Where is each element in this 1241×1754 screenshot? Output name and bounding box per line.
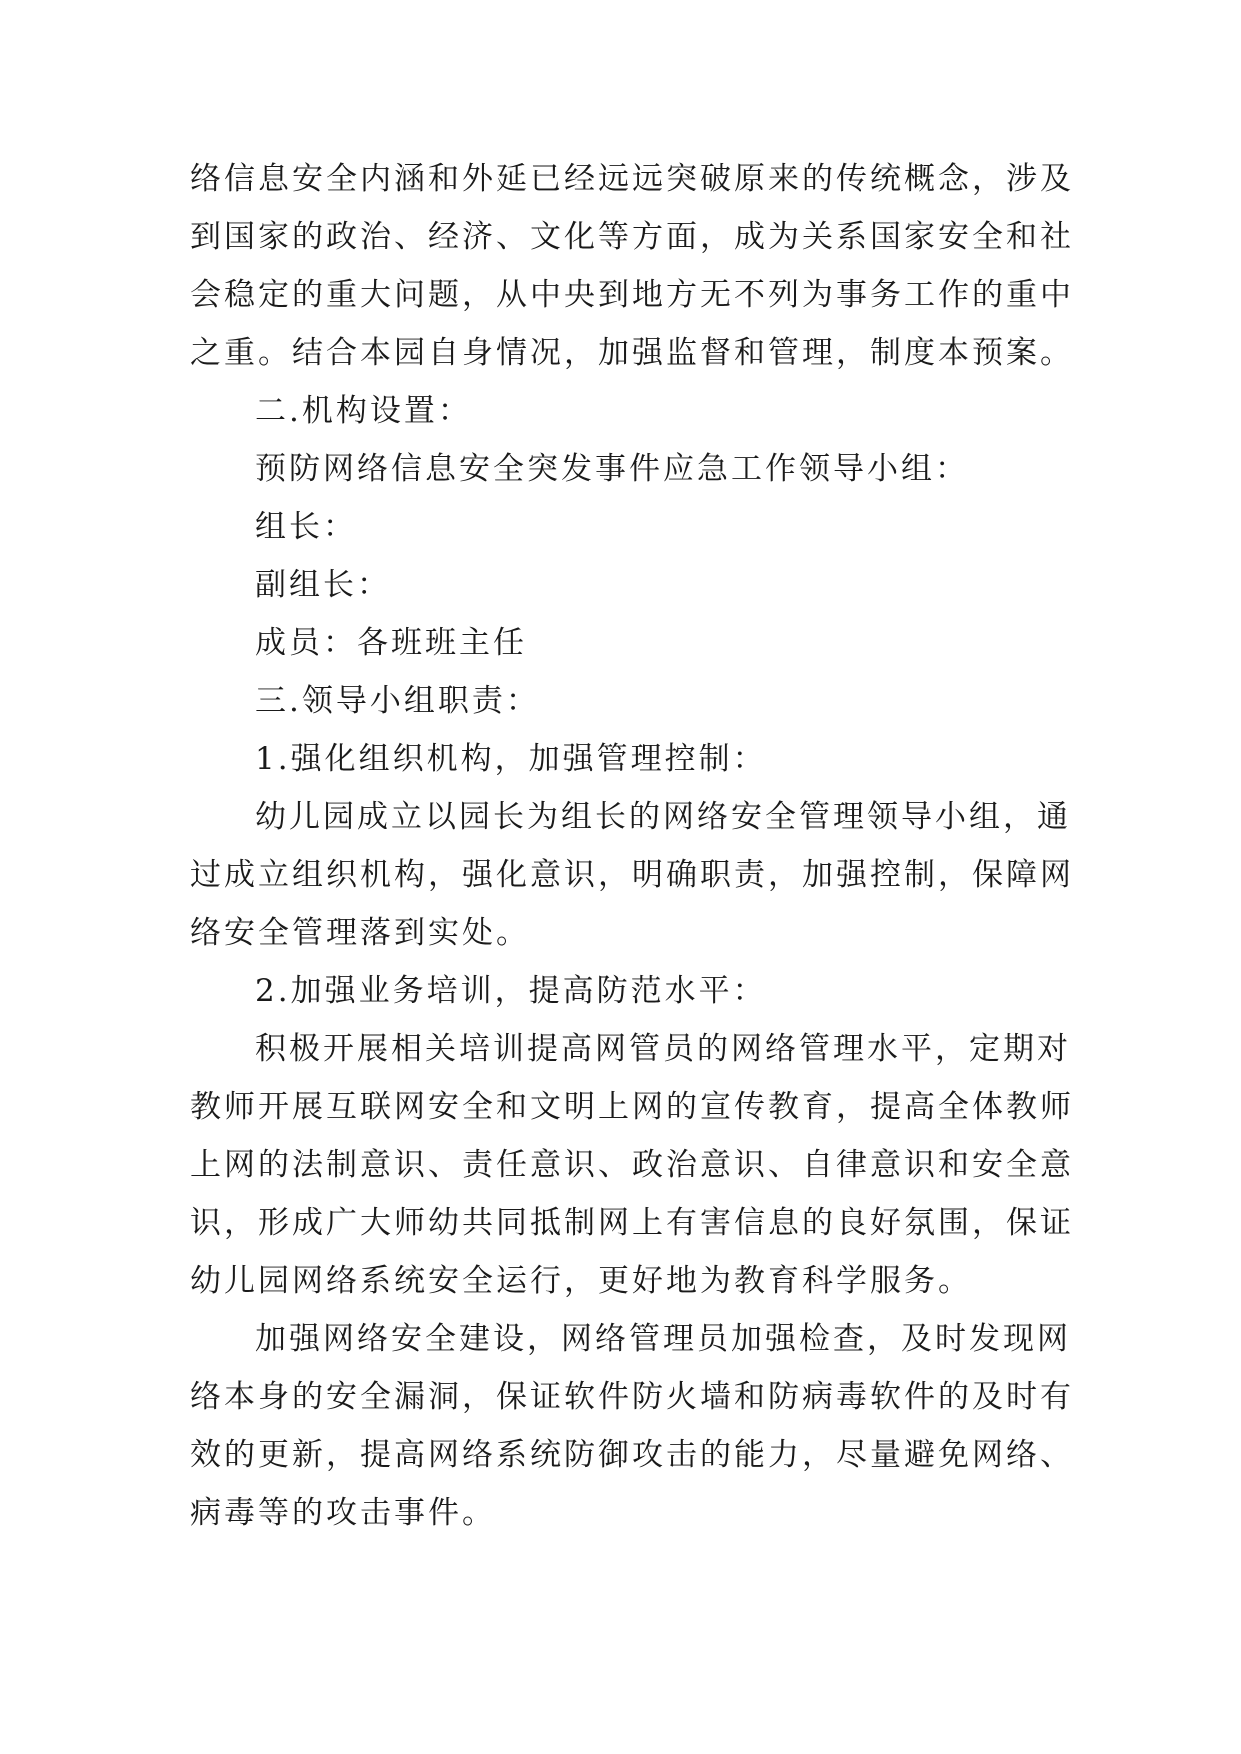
body-line: 预防网络信息安全突发事件应急工作领导小组：: [255, 451, 969, 487]
body-line: 幼儿园成立以园长为组长的网络安全管理领导小组，通: [255, 799, 1071, 835]
body-line: 过成立组织机构，强化意识，明确职责，加强控制，保障网: [190, 857, 1074, 893]
section-heading-2: 二.机构设置：: [255, 393, 472, 429]
section-heading-3: 三.领导小组职责：: [255, 683, 540, 719]
body-line: 效的更新，提高网络系统防御攻击的能力，尽量避免网络、: [190, 1437, 1074, 1473]
subheading-2: 2.加强业务培训，提高防范水平：: [255, 973, 767, 1009]
body-line: 病毒等的攻击事件。: [190, 1495, 496, 1531]
deputy-leader-line: 副组长：: [255, 567, 391, 603]
body-line: 上网的法制意识、责任意识、政治意识、自律意识和安全意: [190, 1147, 1074, 1183]
document-body: [190, 150, 1074, 1542]
body-line: 识，形成广大师幼共同抵制网上有害信息的良好氛围，保证: [190, 1205, 1074, 1241]
body-line: 幼儿园网络系统安全运行，更好地为教育科学服务。: [190, 1263, 972, 1299]
body-line: 教师开展互联网安全和文明上网的宣传教育，提高全体教师: [190, 1089, 1074, 1125]
body-line: 会稳定的重大问题，从中央到地方无不列为事务工作的重中: [190, 277, 1074, 313]
body-line: 络信息安全内涵和外延已经远远突破原来的传统概念，涉及: [190, 161, 1074, 197]
group-leader-line: 组长：: [255, 509, 357, 545]
body-line: 到国家的政治、经济、文化等方面，成为关系国家安全和社: [190, 219, 1074, 255]
body-line: 加强网络安全建设，网络管理员加强检查，及时发现网: [255, 1321, 1071, 1357]
body-line: 络本身的安全漏洞，保证软件防火墙和防病毒软件的及时有: [190, 1379, 1074, 1415]
body-line: 积极开展相关培训提高网管员的网络管理水平，定期对: [255, 1031, 1071, 1067]
body-line: 之重。结合本园自身情况，加强监督和管理，制度本预案。: [190, 335, 1074, 371]
subheading-1: 1.强化组织机构，加强管理控制：: [255, 741, 767, 777]
members-line: 成员：各班班主任: [255, 625, 527, 661]
body-line: 络安全管理落到实处。: [190, 915, 530, 951]
